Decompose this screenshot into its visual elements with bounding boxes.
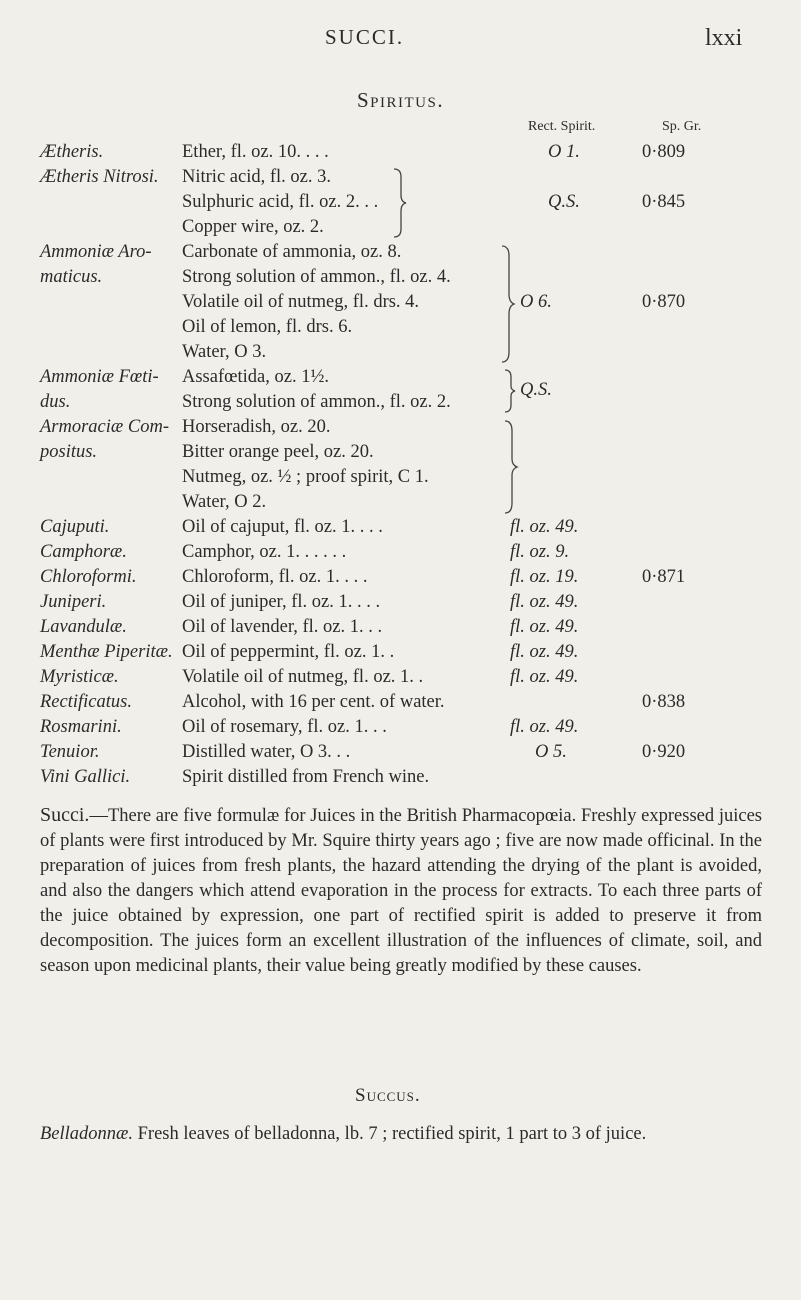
entry-rect-spirit: O 5. [535, 742, 567, 762]
entry-rect-spirit: fl. oz. 49. [510, 717, 579, 737]
succus-title: Succus. [355, 1085, 421, 1106]
entry-ingredient: Nutmeg, oz. ½ ; proof spirit, C 1. [182, 467, 429, 487]
entry-specific-gravity: 0·870 [642, 292, 686, 312]
entry-label: Lavandulæ. [40, 617, 127, 637]
running-header: SUCCI. [325, 25, 405, 49]
entry-label: Ætheris Nitrosi. [40, 167, 159, 187]
entry-label: Myristicæ. [40, 667, 119, 687]
entry-rect-spirit: Q.S. [520, 380, 552, 400]
entry-label: maticus. [40, 267, 103, 287]
entry-ingredient: Assafœtida, oz. 1½. [182, 367, 329, 387]
entry-ingredient: Oil of lavender, fl. oz. 1. . . [182, 617, 383, 637]
entry-ingredient: Oil of lemon, fl. drs. 6. [182, 317, 353, 337]
entry-label: Belladonnæ. [40, 1124, 134, 1144]
entry-rect-spirit: fl. oz. 49. [510, 592, 579, 612]
entry-label: Chloroformi. [40, 567, 137, 587]
entry-label: dus. [40, 392, 71, 412]
entry-ingredient: Water, O 3. [182, 342, 267, 362]
entry-ingredient: Volatile oil of nutmeg, fl. oz. 1. . [182, 667, 424, 687]
entry-ingredient: Carbonate of ammonia, oz. 8. [182, 242, 402, 262]
entry-label: Camphoræ. [40, 542, 127, 562]
entry-ingredient: Alcohol, with 16 per cent. of water. [182, 692, 445, 712]
entry-label: Ammoniæ Fœti- [40, 367, 159, 387]
entry-rect-spirit: fl. oz. 49. [510, 617, 579, 637]
entry-ingredient: Oil of juniper, fl. oz. 1. . . . [182, 592, 381, 612]
entry-rect-spirit: O 6. [520, 292, 552, 312]
entry-label: Ætheris. [40, 142, 104, 162]
section-title: Spiritus. [357, 88, 445, 112]
entry-label: Vini Gallici. [40, 767, 131, 787]
entry-ingredient: Distilled water, O 3. . . [182, 742, 351, 762]
entry-ingredient: Camphor, oz. 1. . . . . . [182, 542, 347, 562]
entry-ingredient: Oil of cajuput, fl. oz. 1. . . . [182, 517, 383, 537]
brace-icon [503, 368, 517, 414]
entry-specific-gravity: 0·838 [642, 692, 686, 712]
entry-label: Rosmarini. [40, 717, 122, 737]
entry-ingredient: Horseradish, oz. 20. [182, 417, 331, 437]
entry-ingredient: Strong solution of ammon., fl. oz. 4. [182, 267, 451, 287]
paragraph-body: —There are five formulæ for Juices in the British Pharmacopœia. Freshly expressed juices of plants were first introduced by Mr. Squire thirty years ago ; five are now made officinal. In the preparation of juices from fresh plants, the hazard attending the drying of the plant is avoided, and also the dangers which attend evaporation in the process for extracts. To each three parts of the juice obtained by expression, one part of rectified spirit is added to preserve it from decomposition. The juices form an excellent illustration of the influences of climate, soil, and season upon medicinal plants, their value being greatly modified by these causes. [40, 806, 762, 976]
entry-label: Armoraciæ Com- [40, 417, 169, 437]
belladonnae-entry [40, 1122, 762, 1147]
entry-label: Ammoniæ Aro- [40, 242, 152, 262]
succi-paragraph [40, 803, 762, 979]
entry-rect-spirit: fl. oz. 49. [510, 517, 579, 537]
entry-ingredient: Copper wire, oz. 2. [182, 217, 324, 237]
entry-rect-spirit: Q.S. [548, 192, 580, 212]
entry-rect-spirit: fl. oz. 19. [510, 567, 579, 587]
entry-rect-spirit: O 1. [548, 142, 580, 162]
col-header-sp-gr: Sp. Gr. [662, 119, 702, 134]
entry-specific-gravity: 0·871 [642, 567, 686, 587]
entry-label: Cajuputi. [40, 517, 110, 537]
entry-specific-gravity: 0·920 [642, 742, 686, 762]
entry-ingredient: Nitric acid, fl. oz. 3. [182, 167, 331, 187]
entry-ingredient: Chloroform, fl. oz. 1. . . . [182, 567, 368, 587]
entry-label: Juniperi. [40, 592, 107, 612]
entry-label: Tenuior. [40, 742, 100, 762]
entry-ingredient: Volatile oil of nutmeg, fl. drs. 4. [182, 292, 420, 312]
entry-rect-spirit: fl. oz. 49. [510, 667, 579, 687]
page-number: lxxi [705, 25, 743, 51]
entry-specific-gravity: 0·845 [642, 192, 686, 212]
brace-icon [392, 167, 408, 239]
entry-specific-gravity: 0·809 [642, 142, 686, 162]
entry-label: Rectificatus. [40, 692, 132, 712]
entry-ingredient: Strong solution of ammon., fl. oz. 2. [182, 392, 451, 412]
entry-ingredient: Ether, fl. oz. 10. . . . [182, 142, 329, 162]
entry-ingredient: Oil of rosemary, fl. oz. 1. . . [182, 717, 387, 737]
entry-label: positus. [40, 442, 98, 462]
entry-ingredient: Oil of peppermint, fl. oz. 1. . [182, 642, 395, 662]
brace-icon [500, 244, 516, 364]
col-header-rect-spirit: Rect. Spirit. [528, 119, 596, 134]
entry-ingredient: Fresh leaves of belladonna, lb. 7 ; rectified spirit, 1 part to 3 of juice. [137, 1124, 647, 1144]
paragraph-lead: Succi. [40, 804, 90, 826]
entry-rect-spirit: fl. oz. 9. [510, 542, 570, 562]
entry-label: Menthæ Piperitæ. [40, 642, 173, 662]
entry-rect-spirit: fl. oz. 49. [510, 642, 579, 662]
entry-ingredient: Sulphuric acid, fl. oz. 2. . . [182, 192, 379, 212]
brace-icon [503, 419, 519, 515]
entry-ingredient: Water, O 2. [182, 492, 267, 512]
entry-ingredient: Spirit distilled from French wine. [182, 767, 430, 787]
entry-ingredient: Bitter orange peel, oz. 20. [182, 442, 374, 462]
